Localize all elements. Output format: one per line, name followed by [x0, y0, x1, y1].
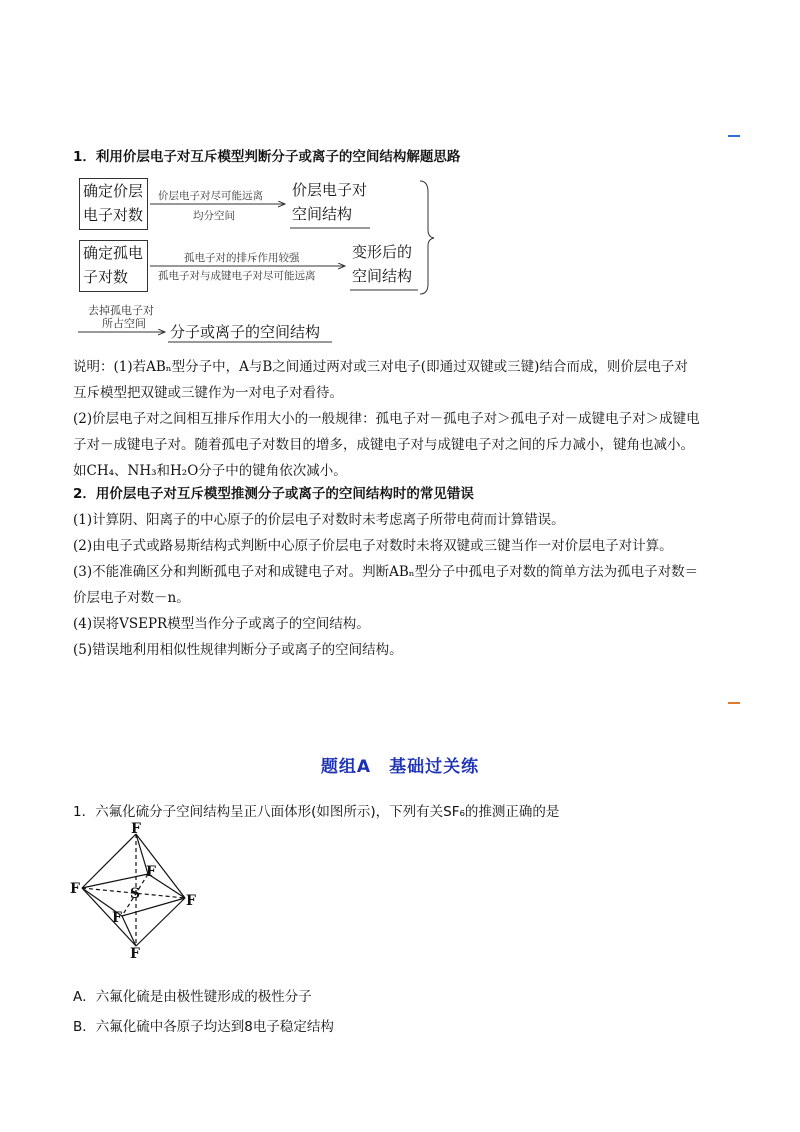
error-item: (4)误将VSEPR模型当作分子或离子的空间结构。: [73, 616, 370, 632]
flow-arrow2-top-label: 孤电子对的排斥作用较强: [184, 252, 300, 264]
note-line: 如CH₄、NH₃和H₂O分子中的键角依次减小。: [73, 463, 347, 479]
flow-arrow2-bottom-label: 孤电子对与成键电子对尽可能远离: [158, 270, 316, 282]
error-item: (1)计算阴、阳离子的中心原子的价层电子对数时未考虑离子所带电荷而计算错误。: [73, 512, 565, 528]
section1-notes: [73, 354, 733, 484]
flow-result-deformed-structure: 变形后的 空间结构: [352, 243, 413, 285]
section1-heading: 1．利用价层电子对互斥模型判断分子或离子的空间结构解题思路: [73, 149, 461, 165]
note-line: 子对－成键电子对。随着孤电子对数目的增多，成键电子对与成键电子对之间的斥力减小，键角也减小。: [73, 437, 694, 453]
atom-label-f-back: F: [146, 864, 156, 880]
option-b: B．六氟化硫中各原子均达到8电子稳定结构: [73, 1019, 334, 1035]
atom-label-f-front: F: [112, 910, 122, 926]
flow-box-valence-count: 确定价层 电子对数: [79, 178, 148, 230]
error-item: 价层电子对数－n。: [73, 590, 190, 606]
flow-box-lone-pair-count: 确定孤电 子对数: [79, 240, 148, 292]
atom-label-f-bottom: F: [130, 946, 140, 962]
atom-label-s: S: [130, 886, 141, 902]
note-line: 互斥模型把双键或三键作为一对电子对看待。: [73, 385, 343, 401]
atom-label-f-right: F: [186, 893, 196, 909]
atom-label-f-left: F: [70, 881, 80, 897]
error-item: (3)不能准确区分和判断孤电子对和成键电子对。判断ABₙ型分子中孤电子对数的简单方法为孤电子对数＝: [73, 564, 699, 580]
section2-heading: 2．用价层电子对互斥模型推测分子或离子的空间结构时的常见错误: [73, 486, 474, 502]
question1-stem: 1．六氟化硫分子空间结构呈正八面体形(如图所示)，下列有关SF₆的推测正确的是: [73, 804, 560, 820]
note-line: (2)价层电子对之间相互排斥作用大小的一般规律：孤电子对－孤电子对＞孤电子对－成键电子对＞成键电: [73, 411, 700, 427]
flow-arrows-svg: [0, 0, 800, 360]
group-a-title: 题组A 基础过关练: [320, 757, 480, 777]
note-line: 说明：(1)若ABₙ型分子中，A与B之间通过两对或三对电子(即通过双键或三键)结合而成，则价层电子对: [73, 359, 688, 375]
flow-right-brace: [420, 181, 434, 294]
flow-arrow3-top-label: 去掉孤电子对: [88, 304, 154, 317]
error-item: (5)错误地利用相似性规律判断分子或离子的空间结构。: [73, 642, 403, 658]
flow-arrow1-bottom-label: 均分空间: [193, 210, 235, 222]
flow-final-structure: 分子或离子的空间结构: [170, 323, 321, 341]
sf6-octahedron-figure: [60, 818, 220, 963]
option-a: A．六氟化硫是由极性键形成的极性分子: [73, 989, 312, 1005]
flow-arrow1-top-label: 价层电子对尽可能远离: [158, 190, 263, 202]
flow-arrow3-bottom-label: 所占空间: [102, 317, 146, 330]
flow-result-valence-structure: 价层电子对 空间结构: [292, 181, 368, 223]
error-item: (2)由电子式或路易斯结构式判断中心原子价层电子对数时未将双键或三键当作一对价层电子对计算。: [73, 538, 673, 554]
section2: [73, 481, 733, 663]
atom-label-f-top: F: [131, 821, 141, 837]
orange-dash-marker: [728, 702, 740, 704]
